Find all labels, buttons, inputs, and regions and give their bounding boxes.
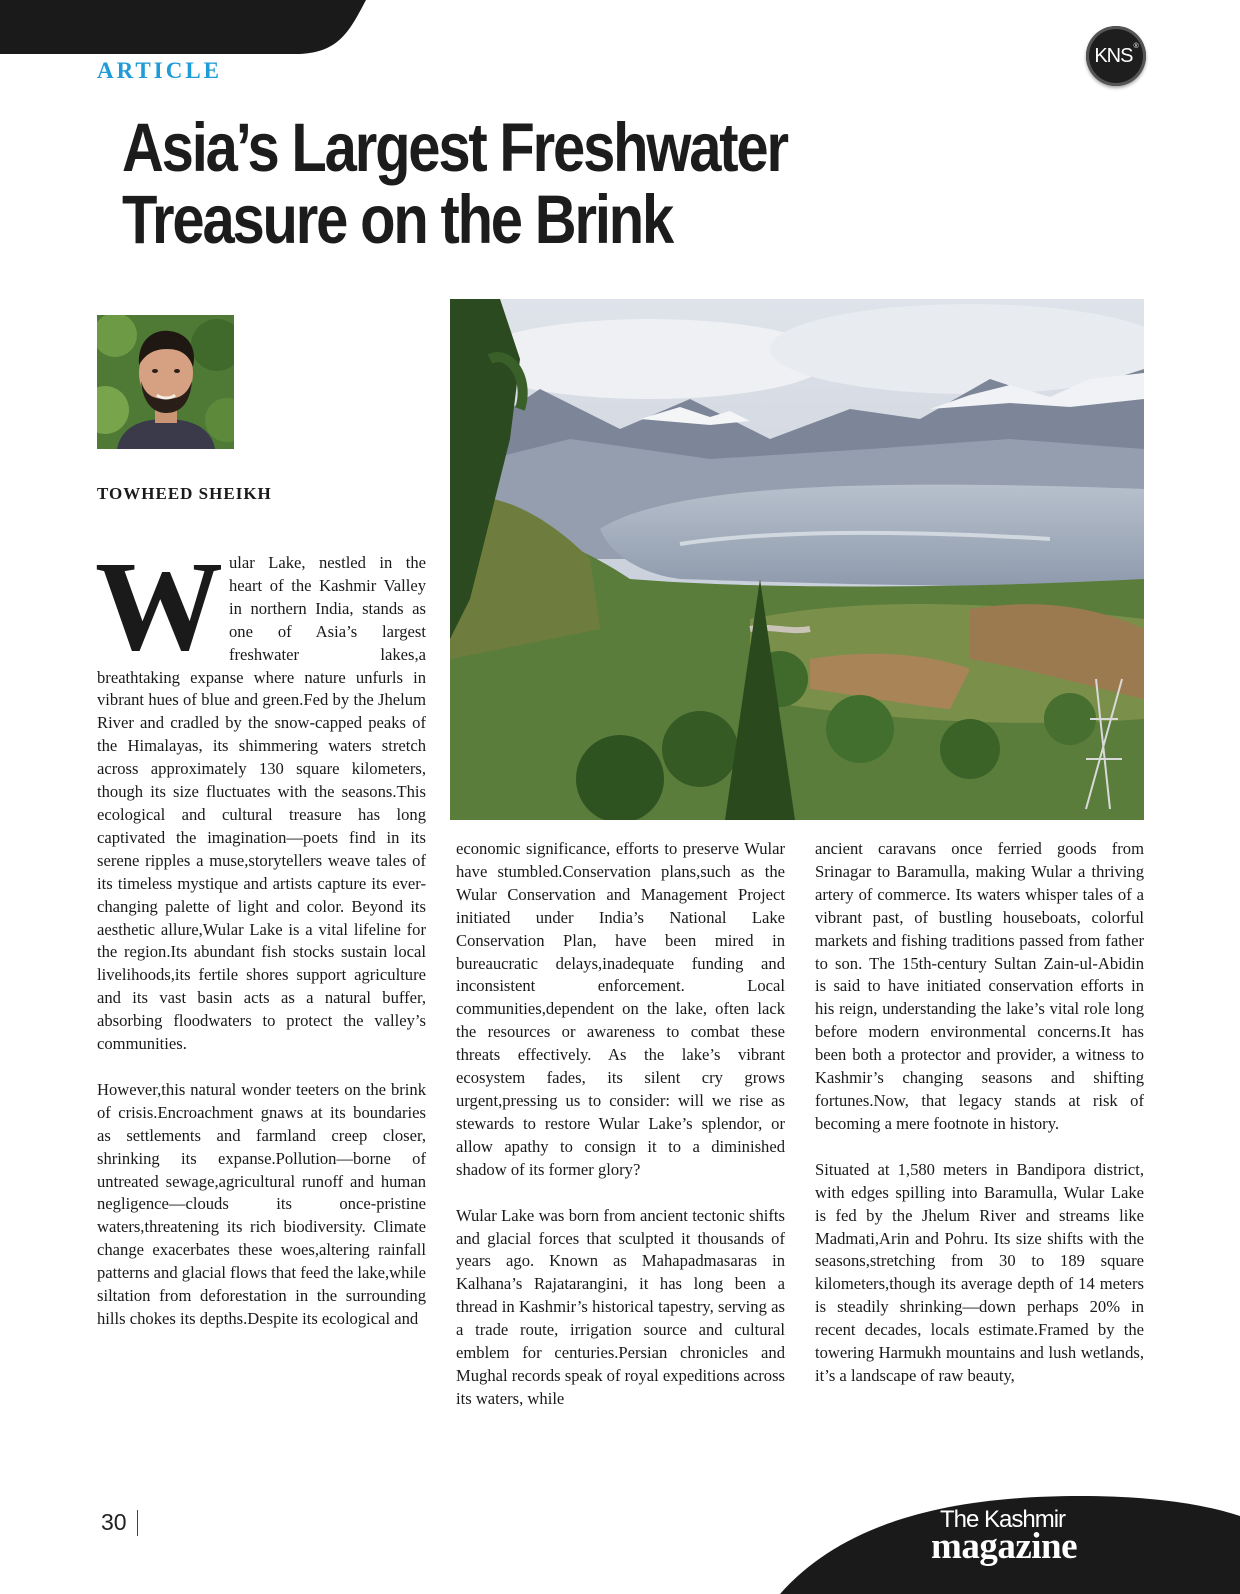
- author-photo: [97, 315, 234, 449]
- article-column-2: [456, 838, 785, 1434]
- wular-lake-landscape-icon: [450, 299, 1144, 820]
- section-label: ARTICLE: [97, 58, 222, 83]
- drop-cap: W: [95, 535, 223, 677]
- registered-mark: ®: [1133, 42, 1138, 50]
- article-paragraph: ancient caravans once ferried goods from Srinagar to Baramulla, making Wular a thriving artery of commerce. Its waters whisper tales of a vibrant past, of bustling houseboats, colorful markets and fishing traditions passed from father to son. The 15th-century Sultan Zain-ul-Abidin is said to have initiated conservation efforts in his reign, understanding the lake’s vital role long before modern environmental concerns.It has been both a protector and provider, a witness to Kashmir’s changing seasons and shifting fortunes.Now, that legacy stands at risk of becoming a mere footnote in history.: [815, 839, 1144, 1133]
- hero-image: [450, 299, 1144, 820]
- article-headline: [122, 109, 787, 258]
- kns-logo-text: KNS: [1094, 44, 1133, 67]
- article-column-3: [815, 838, 1144, 1411]
- kns-logo: [1086, 26, 1146, 86]
- page-number-divider: [137, 1510, 138, 1536]
- author-portrait-icon: [97, 315, 234, 449]
- article-paragraph: Wular Lake was born from ancient tectonic shifts and glacial forces that sculpted it thousands of years ago. Known as Mahapadmasaras in Kalhana’s Rajatarangini, it has long been a thread in Kashmir’s historical tapestry, serving as a trade route, irrigation source and cultural emblem for centuries.Persian chronicles and Mughal records speak of royal expeditions across its waters, while: [456, 1205, 786, 1408]
- article-paragraph: Situated at 1,580 meters in Bandipora district, with edges spilling into Baramulla, Wular Lake is fed by the Jhelum River and streams like Madmati,Arin and Pohru. Its size shifts with the seasons,stretching from 30 to 189 square kilometers,though its average depth of 14 meters is steadily shrinking—down perhaps 20% in recent decades, locals estimate.Framed by the towering Harmukh mountains and lush wetlands, it’s a landscape of raw beauty,: [815, 1159, 1144, 1385]
- brand-name-line-2: magazine: [931, 1526, 1078, 1567]
- headline-line-1: Asia’s Largest Freshwater: [122, 109, 787, 186]
- headline-line-2: Treasure on the Brink: [122, 181, 673, 258]
- paragraph-text: ular Lake, nestled in the heart of the Kashmir Valley in northern India, stands as one of Asia’s largest freshwater lakes,a breathtaking expanse where nature unfurls in vibrant hues of blue and green.Fed by the Jhelum River and cradled by the snow-capped peaks of the Himalayas, its shimmering waters stretch across approximately 130 square kilometers, though its size fluctuates with the seasons.This ecological and cultural treasure has long captivated the imagination—poets find in its serene ripples a muse,storytellers weave tales of its timeless mystique and artists capture its ever-changing palette of light and color. Beyond its aesthetic allure,Wular Lake is a vital lifeline for the region.Its abundant fish stocks sustain local livelihoods,its fertile shores support agriculture and its vast basin acts as a natural buffer, absorbing floodwaters to protect the valley’s communities.: [97, 553, 426, 1054]
- article-column-1: [95, 535, 426, 1354]
- page-number: 30: [101, 1509, 127, 1535]
- article-paragraph: economic significance, efforts to preserve Wular have stumbled.Conservation plans,such as the Wular Conservation and Management Project initiated under India’s National Lake Conservation Plan, have been mired in bureaucratic delays,inadequate funding and inconsistent enforcement. Local communities,dependent on the lake, often lack the resources or awareness to combat these threats effectively. As the lake’s vibrant ecosystem fades, its silent cry grows urgent,pressing us to consider: will we rise as stewards to restore Wular Lake’s splendor, or allow apathy to consign it to a diminished shadow of its former glory?: [456, 839, 785, 1179]
- article-paragraph: [95, 535, 426, 1056]
- header-corner-tab: [0, 0, 366, 56]
- article-paragraph: However,this natural wonder teeters on the brink of crisis.Encroachment gnaws at its boundaries as settlements and farmland creep closer, shrinking its expanse.Pollution—borne of untreated sewage,agricultural runoff and human negligence—clouds its once-pristine waters,threatening its rich biodiversity. Climate change exacerbates these woes,altering rainfall patterns and glacial flows that feed the lake,while siltation from deforestation in the surrounding hills chokes its depths.Despite its ecological and: [97, 1079, 426, 1328]
- author-byline: TOWHEED SHEIKH: [97, 484, 272, 503]
- brand-name-line-1: The Kashmir: [940, 1506, 1066, 1533]
